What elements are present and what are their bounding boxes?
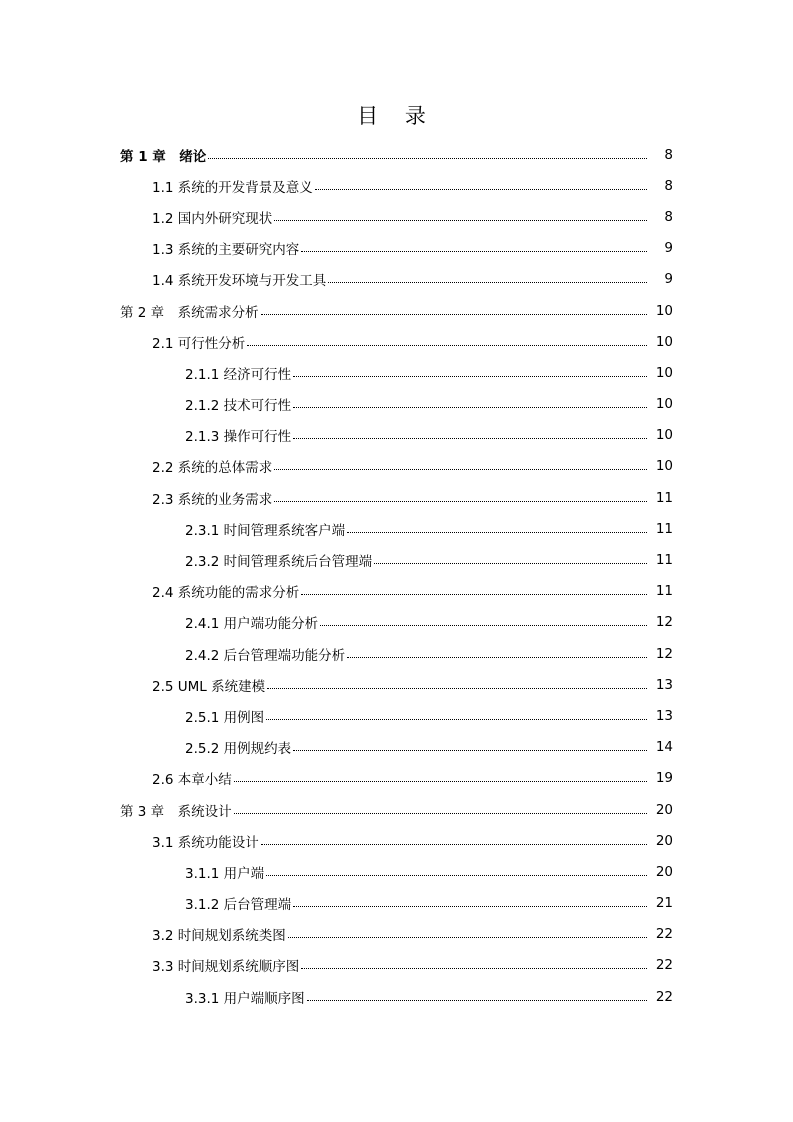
toc-entry-page-number: 14 (655, 739, 673, 756)
dot-leader (274, 219, 647, 221)
dot-leader (274, 468, 647, 470)
toc-entry-page-number: 8 (664, 208, 673, 225)
dot-leader (328, 281, 647, 283)
toc-entry[interactable] (0, 389, 793, 420)
toc-entry-page-number: 11 (655, 520, 673, 537)
toc-entry-label: 1.4 系统开发环境与开发工具 (152, 273, 327, 290)
toc-entry[interactable] (0, 233, 793, 264)
toc-entry-label: 2.4.1 用户端功能分析 (185, 616, 319, 633)
dot-leader (293, 437, 647, 439)
toc-entry[interactable] (0, 825, 793, 856)
toc-entry-page-number: 22 (655, 988, 673, 1005)
toc-entry[interactable] (0, 544, 793, 575)
toc-entry-label: 1.2 国内外研究现状 (152, 210, 273, 227)
toc-entry[interactable] (0, 950, 793, 981)
toc-entry-page-number: 12 (655, 645, 673, 662)
toc-entry-page-number: 11 (655, 552, 673, 569)
dot-leader (347, 656, 647, 658)
dot-leader (315, 188, 647, 190)
dot-leader (274, 500, 647, 502)
toc-entry[interactable] (0, 139, 793, 170)
toc-entry-label: 2.3.1 时间管理系统客户端 (185, 522, 346, 539)
dot-leader (301, 250, 647, 252)
toc-entry-label: 2.1.3 操作可行性 (185, 429, 292, 446)
dot-leader (293, 749, 647, 751)
dot-leader (320, 624, 647, 626)
toc-entry[interactable] (0, 326, 793, 357)
toc-entry[interactable] (0, 700, 793, 731)
toc-entry-page-number: 20 (655, 863, 673, 880)
toc-entry-label: 2.1.1 经济可行性 (185, 366, 292, 383)
toc-entry-page-number: 9 (664, 240, 673, 257)
toc-entry[interactable] (0, 264, 793, 295)
toc-entry-page-number: 22 (655, 926, 673, 943)
toc-entry-page-number: 12 (655, 614, 673, 631)
toc-entry[interactable] (0, 856, 793, 887)
toc-entry-page-number: 13 (655, 707, 673, 724)
toc-entry[interactable] (0, 763, 793, 794)
dot-leader (247, 344, 647, 346)
toc-entry[interactable] (0, 981, 793, 1012)
toc-entry-label: 3.1.1 用户端 (185, 865, 265, 882)
toc-entry-label: 3.3.1 用户端顺序图 (185, 990, 305, 1007)
toc-entry-label: 2.5.2 用例规约表 (185, 741, 292, 758)
toc-entry[interactable] (0, 794, 793, 825)
toc-entry[interactable] (0, 607, 793, 638)
dot-leader (266, 874, 647, 876)
toc-list (0, 139, 793, 1012)
toc-entry[interactable] (0, 732, 793, 763)
toc-entry-label: 3.1.2 后台管理端 (185, 897, 292, 914)
toc-entry-label: 3.2 时间规划系统类图 (152, 928, 286, 945)
dot-leader (307, 999, 647, 1001)
toc-entry[interactable] (0, 170, 793, 201)
toc-entry-page-number: 8 (664, 177, 673, 194)
dot-leader (293, 905, 647, 907)
toc-entry-label: 2.1.2 技术可行性 (185, 398, 292, 415)
toc-entry-label: 2.2 系统的总体需求 (152, 460, 273, 477)
toc-entry-label: 2.6 本章小结 (152, 772, 232, 789)
toc-entry[interactable] (0, 638, 793, 669)
toc-entry[interactable] (0, 576, 793, 607)
dot-leader (374, 562, 647, 564)
dot-leader (234, 812, 647, 814)
toc-entry-label: 2.1 可行性分析 (152, 335, 246, 352)
toc-entry-page-number: 8 (664, 146, 673, 163)
toc-entry-label: 第 2 章 系统需求分析 (120, 304, 259, 321)
toc-entry-label: 2.3 系统的业务需求 (152, 491, 273, 508)
toc-entry-page-number: 13 (655, 676, 673, 693)
toc-entry[interactable] (0, 201, 793, 232)
toc-entry-label: 第 1 章 绪论 (120, 148, 207, 165)
toc-entry-label: 3.1 系统功能设计 (152, 834, 259, 851)
toc-entry-page-number: 22 (655, 957, 673, 974)
toc-entry-label: 3.3 时间规划系统顺序图 (152, 959, 300, 976)
toc-entry-page-number: 11 (655, 489, 673, 506)
toc-entry[interactable] (0, 482, 793, 513)
toc-entry-label: 2.4.2 后台管理端功能分析 (185, 647, 346, 664)
toc-entry-page-number: 11 (655, 583, 673, 600)
toc-entry[interactable] (0, 888, 793, 919)
toc-entry[interactable] (0, 513, 793, 544)
dot-leader (261, 843, 647, 845)
toc-entry-page-number: 10 (655, 396, 673, 413)
toc-entry-page-number: 9 (664, 271, 673, 288)
toc-entry[interactable] (0, 295, 793, 326)
toc-entry-label: 1.3 系统的主要研究内容 (152, 242, 300, 259)
toc-entry[interactable] (0, 420, 793, 451)
dot-leader (261, 313, 647, 315)
toc-entry-page-number: 10 (655, 458, 673, 475)
toc-entry-page-number: 10 (655, 364, 673, 381)
toc-entry-page-number: 10 (655, 302, 673, 319)
toc-entry-label: 2.3.2 时间管理系统后台管理端 (185, 554, 373, 571)
toc-entry-label: 第 3 章 系统设计 (120, 803, 232, 820)
toc-entry-page-number: 21 (655, 895, 673, 912)
toc-entry[interactable] (0, 357, 793, 388)
dot-leader (234, 780, 647, 782)
dot-leader (347, 531, 647, 533)
toc-entry[interactable] (0, 451, 793, 482)
dot-leader (301, 593, 647, 595)
toc-entry-page-number: 20 (655, 832, 673, 849)
dot-leader (267, 687, 647, 689)
toc-entry[interactable] (0, 669, 793, 700)
toc-entry-page-number: 10 (655, 333, 673, 350)
toc-entry[interactable] (0, 919, 793, 950)
toc-entry-page-number: 19 (655, 770, 673, 787)
dot-leader (293, 406, 647, 408)
dot-leader (301, 967, 647, 969)
toc-entry-label: 1.1 系统的开发背景及意义 (152, 179, 313, 196)
toc-entry-page-number: 20 (655, 801, 673, 818)
toc-entry-label: 2.5 UML 系统建模 (152, 678, 266, 695)
toc-title: 目 录 (357, 104, 436, 128)
dot-leader (288, 936, 647, 938)
toc-entry-label: 2.5.1 用例图 (185, 709, 265, 726)
toc-entry-page-number: 10 (655, 427, 673, 444)
toc-entry-label: 2.4 系统功能的需求分析 (152, 585, 300, 602)
dot-leader (208, 157, 647, 159)
dot-leader (266, 718, 647, 720)
dot-leader (293, 375, 647, 377)
